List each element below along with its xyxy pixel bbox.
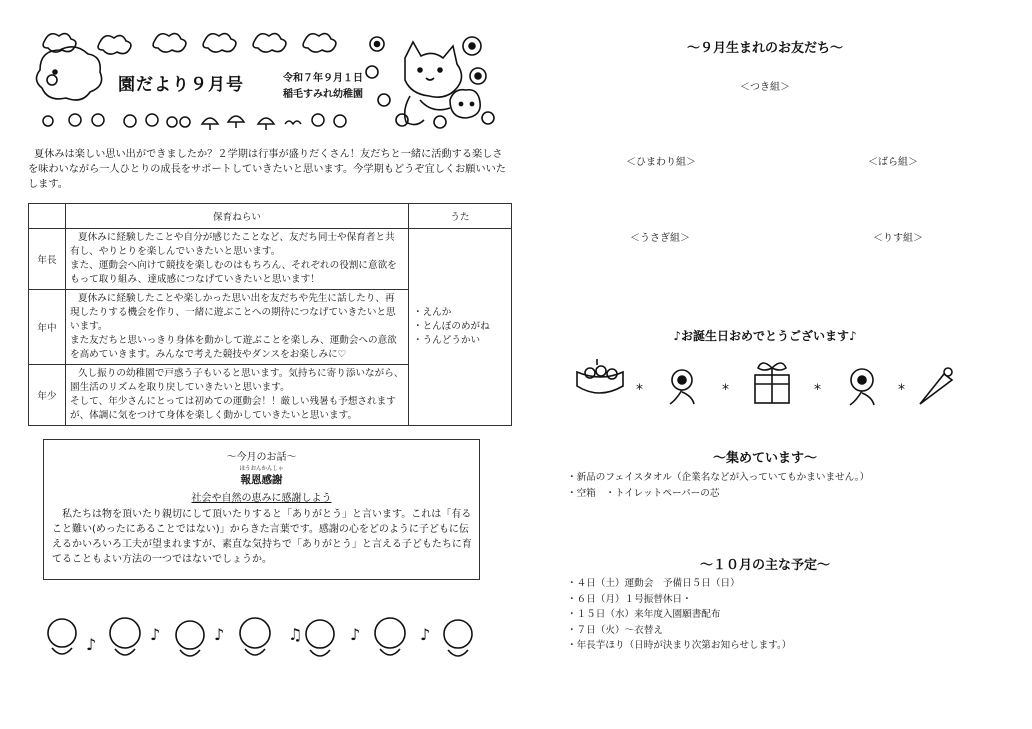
song-item: ・えんか bbox=[413, 307, 452, 318]
list-item: ・空箱 ・トイレットペーパーの芯 bbox=[567, 487, 720, 499]
list-item: ・６日（月）１号振替休日・ bbox=[567, 593, 692, 605]
class-tsuki: ＜つき組＞ bbox=[740, 82, 790, 93]
class-bara: ＜ばら組＞ bbox=[868, 157, 918, 168]
svg-text:*: * bbox=[898, 382, 905, 398]
collecting-list bbox=[567, 470, 869, 501]
class-usagi: ＜うさぎ組＞ bbox=[630, 233, 690, 244]
october-schedule bbox=[567, 576, 791, 654]
svg-text:*: * bbox=[636, 382, 643, 398]
svg-text:♪: ♪ bbox=[420, 625, 431, 644]
story-subtitle: 社会や自然の恵みに感謝しよう bbox=[191, 493, 332, 504]
svg-text:♫: ♫ bbox=[288, 625, 303, 644]
list-item: ・７日（火）～衣替え bbox=[567, 624, 663, 636]
birthday-title: ～９月生まれのお友だち～ bbox=[686, 41, 843, 56]
monthly-story-box bbox=[43, 439, 480, 580]
grade-label: 年中 bbox=[29, 290, 66, 365]
goal-text: 夏休みに経験したことや自分が感じたことなど、友だち同士や保育者と共有し、やりとりを楽しんでいきたいと思います。 また、運動会へ向けて競技を楽しむのはもちろん、それぞれの役割に意欲をもって取り組み、達成感につなげていきたいと思います！ bbox=[66, 229, 409, 290]
school-name: 稲毛すみれ幼稚園 bbox=[283, 89, 363, 100]
goal-text: 久し振りの幼稚園で戸惑う子もいると思います。気持ちに寄り添いながら、園生活のリズムを取り戻していきたいと思います。 そして、年少さんにとっては初めての運動会！！厳しい残暑も予想されますが、体調に気をつけて身体を楽しく動かしていきたいと思います。 bbox=[66, 365, 409, 426]
story-heading: ～今月のお話～ bbox=[226, 452, 297, 463]
newsletter-title: 園だより９月号 bbox=[118, 75, 244, 95]
list-item: ・４日（土）運動会 予備日５日（日） bbox=[567, 578, 740, 589]
svg-text:♪: ♪ bbox=[150, 625, 161, 644]
childcare-goals-table bbox=[28, 203, 512, 426]
song-item: ・うんどうかい bbox=[413, 335, 481, 346]
list-item: ・新品のフェイスタオル（企業名などが入っていてもかまいません。） bbox=[567, 472, 870, 483]
list-item: ・年長芋ほり（日時が決まり次第お知らせします。） bbox=[567, 640, 792, 651]
table-row bbox=[29, 229, 512, 290]
grade-label: 年少 bbox=[29, 365, 66, 426]
story-ruby: ほうおんかんしゃ bbox=[239, 466, 284, 472]
svg-text:♪: ♪ bbox=[350, 625, 361, 644]
class-himawari: ＜ひまわり組＞ bbox=[626, 157, 696, 168]
svg-text:♪: ♪ bbox=[86, 635, 97, 654]
issue-date: 令和７年９月１日 bbox=[283, 73, 363, 84]
list-item: ・１５日（水）来年度入園願書配布 bbox=[567, 609, 721, 620]
table-corner bbox=[29, 204, 66, 229]
song-column-header: うた bbox=[409, 204, 512, 229]
october-title: ～１０月の主な予定～ bbox=[699, 558, 830, 573]
grade-label: 年長 bbox=[29, 229, 66, 290]
story-title: 報恩感謝 bbox=[240, 474, 283, 486]
song-item: ・とんぼのめがね bbox=[413, 321, 490, 332]
svg-text:♪: ♪ bbox=[214, 625, 225, 644]
birthday-congrats: ♪お誕生日おめでとうございます♪ bbox=[673, 329, 857, 343]
svg-text:*: * bbox=[814, 382, 821, 398]
svg-text:*: * bbox=[722, 382, 729, 398]
goal-column-header: 保育ねらい bbox=[66, 204, 409, 229]
story-body: 私たちは物を頂いたり親切にして頂いたりすると「ありがとう」と言います。これは「有ること難い(めったにあることではない)」からきた言葉です。感謝の心をどのように子どもに伝えるかいろいろ工夫が望まれますが、素直な気持ちで「ありがとう」と言える子どもたちに育てることもよい方法の一つではないでしょうか。 bbox=[52, 509, 472, 565]
collecting-title: ～集めています～ bbox=[712, 451, 817, 466]
class-risu: ＜りす組＞ bbox=[873, 233, 923, 244]
song-list bbox=[409, 229, 512, 426]
intro-paragraph: 夏休みは楽しい思い出ができましたか？２学期は行事が盛りだくさん！友だちと一緒に活動する楽しさを味わいながら一人ひとりの成長をサポートしていきたいと思います。今学期もどうぞ宜しくお願いいたします。 bbox=[28, 149, 506, 190]
goal-text: 夏休みに経験したことや楽しかった思い出を友だちや先生に話したり、再現したりする機会を作り、一緒に遊ぶことへの期待につなげていきたいと思います。 また友だちと思いっきり身体を動かして遊ぶことを楽しみ、運動会への意欲を高めていきます。みんなで考えた競技やダンスをお楽しみに♡ bbox=[66, 290, 409, 365]
